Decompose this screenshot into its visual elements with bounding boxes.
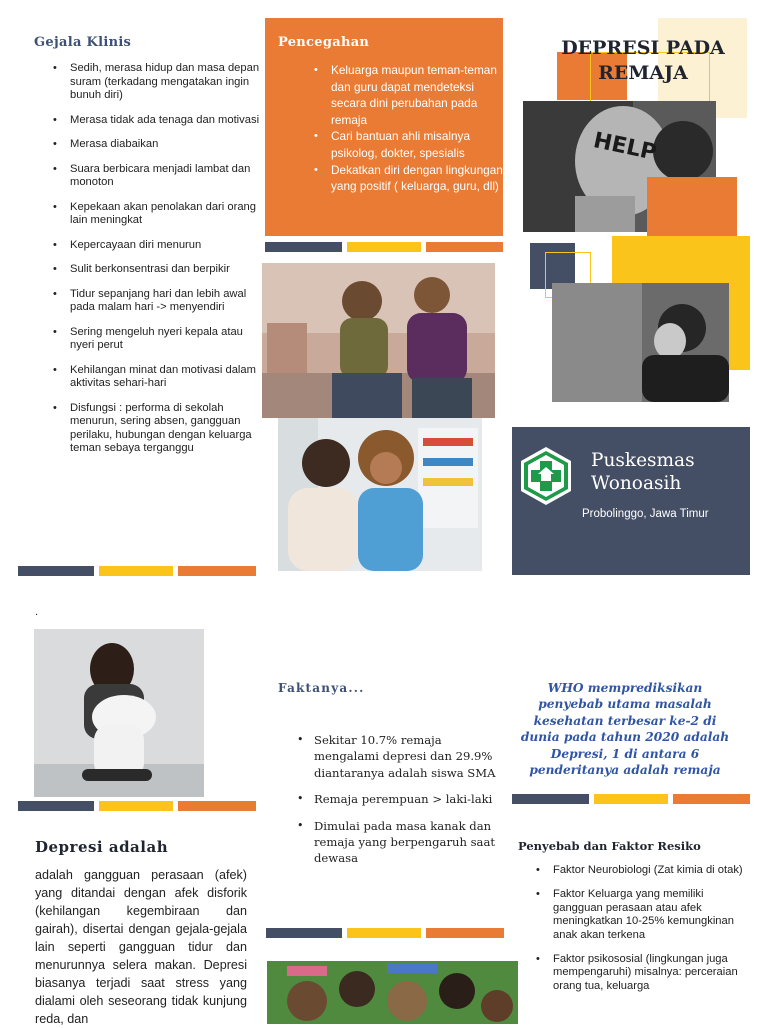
penyebab-list <box>535 864 748 1004</box>
puskesmas-name <box>591 449 695 495</box>
list-item: • Kehilangan minat dan motivasi dalam aktivitas sehari-hari <box>70 364 266 391</box>
stray-dot: . <box>35 606 39 618</box>
cover-title-line2: REMAJA <box>598 62 688 84</box>
list-item: • Cari bantuan ahli misalnya psikolog, dokter, spesialis <box>331 128 511 161</box>
puskesmas-location: Probolinggo, Jawa Timur <box>582 508 709 520</box>
puskesmas-panel <box>512 427 750 575</box>
list-item: • Sering mengeluh nyeri kepala atau nyeri perut <box>70 326 266 353</box>
list-item: • Tidur sepanjang hari dan lebih awal pada malam hari -> menyendiri <box>70 288 266 315</box>
divider-bars <box>18 566 256 576</box>
who-quote: WHO memprediksikan penyebab utama masalah kesehatan terbesar ke-2 di dunia pada tahun 2020 adalah Depresi, 1 di antara 6 penderitanya adalah remaja <box>520 681 730 778</box>
photo-group-teens <box>267 961 518 1024</box>
gejala-title: Gejala Klinis <box>34 35 132 50</box>
puskesmas-logo-icon <box>518 445 574 507</box>
divider-bars <box>266 928 504 938</box>
list-item: • Kepekaan akan penolakan dari orang lain meningkat <box>70 201 266 228</box>
puskesmas-name-line2: Wonoasih <box>591 473 682 494</box>
divider-bars <box>512 794 750 804</box>
definisi-title: Depresi adalah <box>35 838 169 856</box>
list-item: • Keluarga maupun teman-teman dan guru dapat mendeteksi secara dini perubahan pada remaja <box>331 62 511 128</box>
definisi-body: adalah gangguan perasaan (afek) yang ditandai dengan afek disforik (kehilangan kegembiraan dan gairah), disertai dengan gejala-gejala lain seperti gangguan tidur dan menurunnya selera makan. Depresi biasanya terjadi saat stress yang dialami oleh seseorang tidak kunjung reda, dan <box>35 868 247 1026</box>
penyebab-title: Penyebab dan Faktor Resiko <box>518 839 701 853</box>
fakta-list <box>296 732 504 877</box>
list-item: • Sekitar 10.7% remaja mengalami depresi dan 29.9% diantaranya adalah siswa SMA <box>314 732 504 781</box>
list-item: • Dekatkan diri dengan lingkungan yang positif ( keluarga, guru, dll) <box>331 162 511 195</box>
list-item: • Faktor psikososial (lingkungan juga mempengaruhi) misalnya: perceraian orang tua, keluarga <box>553 953 748 993</box>
list-item: • Disfungsi : performa di sekolah menurun, sering absen, gangguan perilaku, hubungan dengan keluarga teman sebaya terganggu <box>70 402 266 456</box>
divider-bars <box>18 801 256 811</box>
cover-title-line1: DEPRESI PADA <box>561 37 725 59</box>
list-item: • Merasa tidak ada tenaga dan motivasi <box>70 114 266 128</box>
puskesmas-logo <box>518 445 574 507</box>
photo-sad-boy <box>552 283 729 402</box>
pencegahan-list <box>313 62 511 195</box>
list-item: • Remaja perempuan > laki-laki <box>314 791 504 807</box>
help-text: HELP <box>591 128 659 166</box>
list-item: • Sedih, merasa hidup dan masa depan suram (terkadang mengatakan ingin bunuh diri) <box>70 62 266 103</box>
pencegahan-box <box>265 18 503 236</box>
pencegahan-title: Pencegahan <box>278 35 370 50</box>
cover-title <box>528 36 758 86</box>
list-item: • Merasa diabaikan <box>70 138 266 152</box>
list-item: • Sulit berkonsentrasi dan berpikir <box>70 263 266 277</box>
list-item: • Faktor Keluarga yang memiliki gangguan perasaan atau afek meningkatkan 10-25% kemungkinan anak akan terkena <box>553 888 748 942</box>
puskesmas-name-line1: Puskesmas <box>591 450 695 471</box>
photo-nurse-patient <box>278 418 482 571</box>
photo-sad-girl <box>34 629 204 797</box>
list-item: • Dimulai pada masa kanak dan remaja yang berpengaruh saat dewasa <box>314 818 504 867</box>
list-item: • Faktor Neurobiologi (Zat kimia di otak) <box>553 864 748 877</box>
list-item: • Suara berbicara menjadi lambat dan monoton <box>70 163 266 190</box>
photo-teens-comfort <box>262 263 495 418</box>
divider-bars <box>265 242 503 252</box>
gejala-list <box>52 62 266 467</box>
fakta-title: Faktanya... <box>278 681 365 695</box>
list-item: • Kepercayaan diri menurun <box>70 239 266 253</box>
